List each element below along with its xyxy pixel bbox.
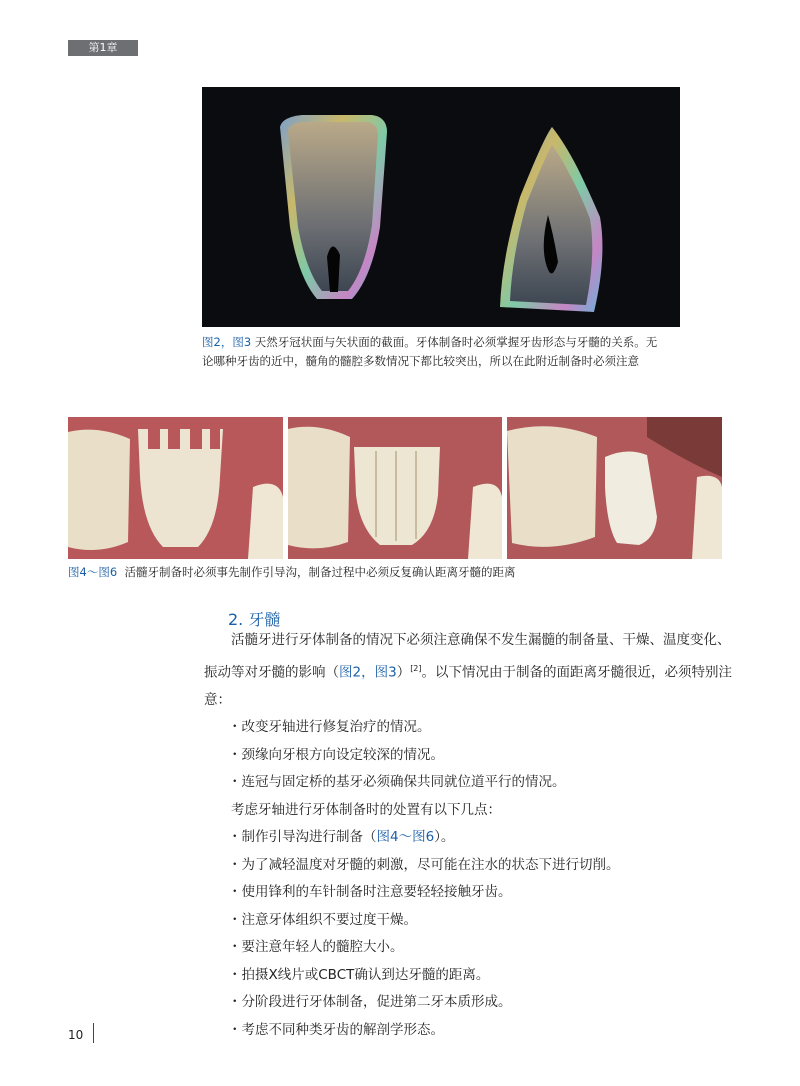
list-item — [204, 989, 734, 1017]
figure-link[interactable]: 图2，图3 — [339, 664, 397, 680]
section-title: 2. 牙髓 — [228, 610, 281, 629]
teeth-illustration — [507, 417, 722, 559]
paragraph-text: ） — [396, 664, 411, 680]
list-item-text: 连冠与固定桥的基牙必须确保共同就位道平行的情况。 — [241, 774, 566, 790]
list-item — [204, 879, 734, 907]
bullet-mark: ・ — [228, 719, 242, 735]
bullet-mark: ・ — [228, 856, 242, 873]
list-item — [204, 824, 734, 852]
chapter-tab: 第1章 — [68, 40, 138, 56]
list-item-text: 颈缘向牙根方向设定较深的情况。 — [241, 746, 444, 763]
list-item-text: 考虑不同种类牙齿的解剖学形态。 — [241, 1021, 444, 1038]
bullet-mark: ・ — [228, 829, 242, 845]
list-item — [204, 769, 734, 797]
bullet-mark: ・ — [228, 994, 242, 1010]
bullet-mark: ・ — [228, 774, 242, 790]
bullet-mark: ・ — [228, 911, 242, 928]
list-item-text: 分阶段进行牙体制备，促进第二牙本质形成。 — [241, 994, 512, 1010]
bullet-mark: ・ — [228, 966, 242, 983]
tooth-section-photo — [202, 87, 680, 327]
list-item — [204, 934, 734, 962]
list-item — [204, 1017, 734, 1045]
paragraph-text: 活髓牙进行牙体制备的情况下必须注意确保不发生漏髓的制备量、干燥、温度变化、振动等对牙髓的影响（ — [204, 632, 731, 680]
bullet-mark: ・ — [228, 1021, 242, 1038]
list-item-text: 改变牙轴进行修复治疗的情况。 — [241, 719, 431, 735]
teeth-illustration — [288, 417, 502, 559]
list-item — [204, 907, 734, 935]
list-item-text: 使用锋利的车针制备时注意要轻轻接触牙齿。 — [241, 884, 512, 900]
page-number-divider — [93, 1023, 94, 1043]
page-number: 10 — [68, 1028, 84, 1042]
caption-text: 活髓牙制备时必须事先制作引导沟，制备过程中必须反复确认距离牙髓的距离 — [124, 565, 516, 579]
figure-link[interactable]: 图4～图6 — [376, 829, 435, 845]
list-item-text: ）。 — [434, 829, 455, 845]
guide-groove-photo-2 — [288, 417, 502, 559]
list-item-text: 要注意年轻人的髓腔大小。 — [241, 939, 404, 955]
guide-groove-photo-3 — [507, 417, 722, 559]
paragraph — [204, 627, 734, 714]
figure-4-6-caption — [68, 563, 728, 582]
figure-ref: 图2，图3 — [202, 335, 252, 349]
paragraph — [204, 797, 734, 825]
bullet-mark: ・ — [228, 939, 242, 955]
figure-2-3-caption — [202, 333, 702, 371]
list-item-text: 拍摄X线片或CBCT确认到达牙髓的距离。 — [241, 966, 490, 983]
paragraph-text: 考虑牙轴进行牙体制备时的处置有以下几点： — [231, 801, 501, 818]
list-item — [204, 714, 734, 742]
list-item — [204, 742, 734, 770]
list-item-text: 为了减轻温度对牙髓的刺激，尽可能在注水的状态下进行切削。 — [241, 856, 620, 873]
tooth-section-illustration — [202, 87, 680, 327]
list-item-text: 注意牙体组织不要过度干燥。 — [241, 911, 417, 928]
list-item-text: 制作引导沟进行制备（ — [241, 829, 377, 845]
bullet-mark: ・ — [228, 746, 242, 763]
caption-text-line2: 论哪种牙齿的近中，髓角的髓腔多数情况下都比较突出，所以在此附近制备时必须注意 — [202, 354, 639, 368]
figure-ref: 图4～图6 — [68, 565, 118, 579]
bullet-mark: ・ — [228, 884, 242, 900]
paragraph-text: 。以下情况由于制备的面距离牙髓很近，必须特别注意： — [204, 664, 733, 708]
caption-text-line1: 天然牙冠状面与矢状面的截面。牙体制备时必须掌握牙齿形态与牙髓的关系。无 — [254, 335, 658, 349]
list-item — [204, 852, 734, 880]
teeth-illustration — [68, 417, 283, 559]
citation: [2] — [410, 663, 422, 673]
guide-groove-photo-1 — [68, 417, 283, 559]
body-text — [204, 627, 734, 1044]
list-item — [204, 962, 734, 990]
